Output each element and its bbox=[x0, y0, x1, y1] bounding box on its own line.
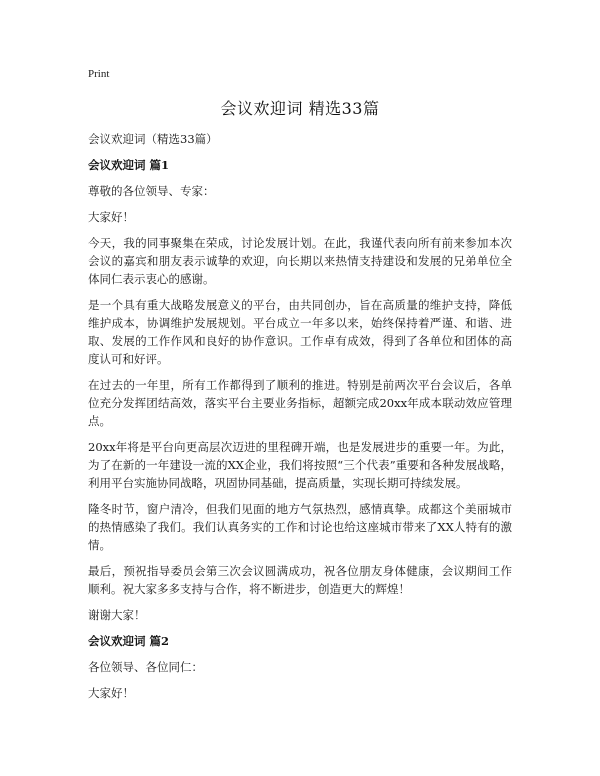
greeting: 大家好！ bbox=[88, 210, 134, 224]
paragraph: 是一个具有重大战略发展意义的平台，由共同创办，旨在高质量的维护支持，降低维护成本，协调维护发展规划。平台成立一年多以来，始终保持着严谨、和谐、进取、发展的工作作风和良好的协作意识。工作卓有成效，得到了各单位和团体的高度认可和好评。 bbox=[88, 298, 512, 366]
document-subtitle: 会议欢迎词（精选33篇） bbox=[88, 132, 218, 146]
salutation: 尊敬的各位领导、专家： bbox=[88, 184, 215, 198]
paragraph: 在过去的一年里，所有工作都得到了顺利的推进。特别是前两次平台会议后，各单位充分发挥团结高效，落实平台主要业务指标，超额完成20xx年成本联动效应管理点。 bbox=[88, 378, 512, 428]
document-body bbox=[88, 130, 512, 710]
paragraph: 隆冬时节，窗户清冷，但我们见面的地方气氛热烈，感情真挚。成都这个美丽城市的热情感染了我们。我们认真务实的工作和讨论也给这座城市带来了XX人特有的激情。 bbox=[88, 502, 512, 552]
greeting: 大家好！ bbox=[88, 686, 134, 700]
paragraph: 最后，预祝指导委员会第三次会议圆满成功，祝各位朋友身体健康，会议期间工作顺利。祝大家多多支持与合作，将不断进步，创造更大的辉煌！ bbox=[88, 564, 512, 596]
document-title: 会议欢迎词 精选33篇 bbox=[220, 99, 380, 118]
closing-thanks: 谢谢大家！ bbox=[88, 608, 146, 622]
section-heading-1: 会议欢迎词 篇1 bbox=[88, 158, 170, 172]
paragraph: 20xx年将是平台向更高层次迈进的里程碑开端，也是发展进步的重要一年。为此，为了在新的一年建设一流的XX企业，我们将按照“三个代表”重要和各种发展战略，利用平台实施协同战略，巩固协同基础，提高质量，实现长期可持续发展。 bbox=[88, 440, 512, 490]
paragraph: 今天，我的同事聚集在荣成，讨论发展计划。在此，我谨代表向所有前来参加本次会议的嘉宾和朋友表示诚挚的欢迎，向长期以来热情支持建设和发展的兄弟单位全体同仁表示衷心的感谢。 bbox=[88, 236, 512, 286]
salutation: 各位领导、各位同仁： bbox=[88, 660, 203, 674]
print-label[interactable]: Print bbox=[88, 68, 110, 80]
section-heading-2: 会议欢迎词 篇2 bbox=[88, 634, 170, 648]
